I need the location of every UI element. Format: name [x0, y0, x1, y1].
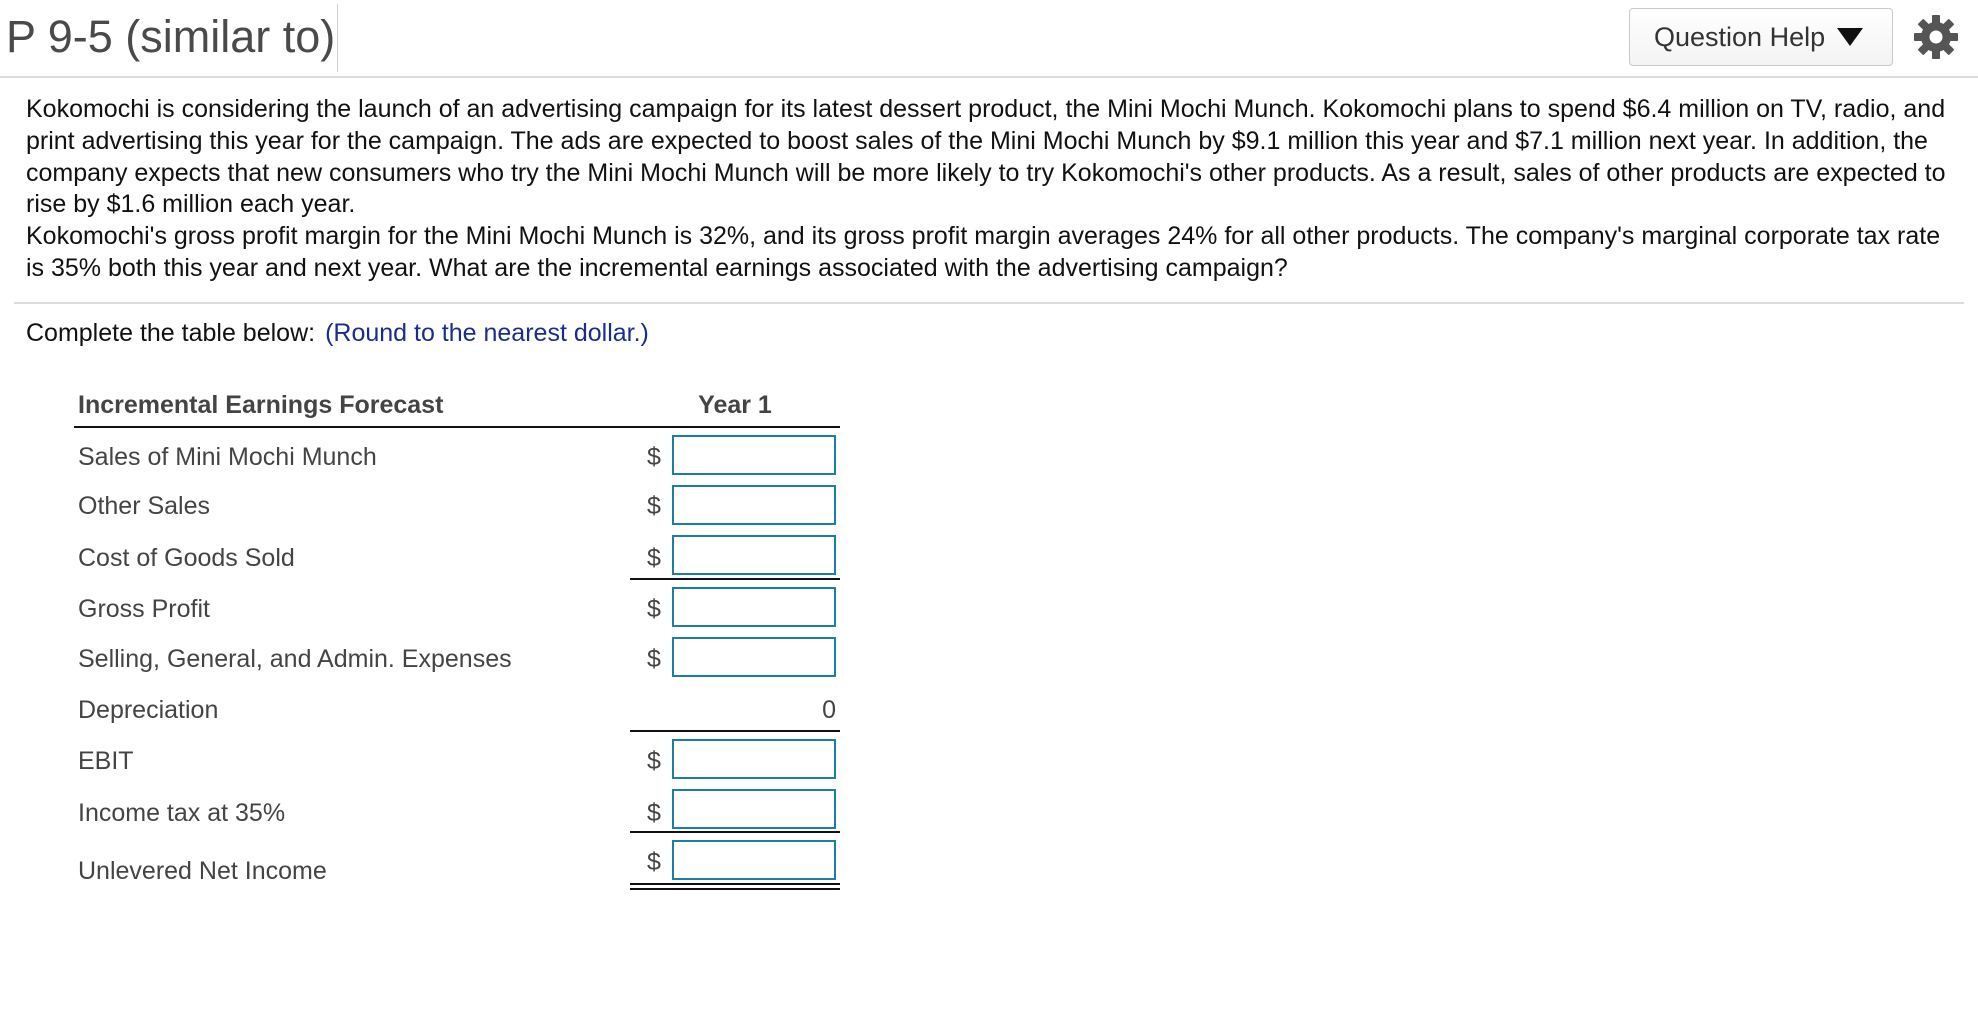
dollar-sign: $: [647, 848, 661, 876]
section-divider: [14, 302, 1964, 304]
input-gross-profit[interactable]: [672, 587, 836, 627]
subtotal-rule: [630, 578, 840, 580]
depreciation-value: 0: [822, 696, 836, 724]
row-label-ebit: EBIT: [78, 747, 134, 775]
question-title: P 9-5 (similar to): [6, 11, 336, 62]
title-divider: [337, 4, 338, 72]
table-header-year: Year 1: [698, 391, 772, 419]
problem-paragraph-1: Kokomochi is considering the launch of an advertising campaign for its latest dessert product, the Mini Mochi Munch. Kokomochi plans to spend $6.4 million on TV, radio, and print advertising this year for the campaign. The ads are expected to boost sales of the Mini Mochi Munch by $9.1 million this year and $7.1 million next year. In addition, the company expects that new consumers who try the Mini Mochi Munch will be more likely to try Kokomochi's other products. As a result, sales of other products are expected to rise by $1.6 million each year.: [26, 95, 1946, 219]
row-label-gross-profit: Gross Profit: [78, 595, 210, 623]
dollar-sign: $: [647, 645, 661, 673]
row-label-sga-expenses: Selling, General, and Admin. Expenses: [78, 645, 512, 673]
dollar-sign: $: [647, 595, 661, 623]
input-unlevered-net-income[interactable]: [672, 840, 836, 880]
subtotal-rule: [630, 730, 840, 732]
total-double-rule-bottom: [630, 888, 840, 890]
dollar-sign: $: [647, 747, 661, 775]
input-other-sales[interactable]: [672, 485, 836, 525]
problem-paragraph-2: Kokomochi's gross profit margin for the Mini Mochi Munch is 32%, and its gross profit margin averages 24% for all other products. The company's marginal corporate tax rate is 35% both this year and next year. What are the incremental earnings associated with the advertising campaign?: [26, 222, 1941, 282]
input-cost-of-goods-sold[interactable]: [672, 535, 836, 575]
table-header-rule: [74, 426, 840, 428]
input-income-tax[interactable]: [672, 789, 836, 829]
dollar-sign: $: [647, 544, 661, 572]
row-label-other-sales: Other Sales: [78, 492, 211, 520]
row-label-depreciation: Depreciation: [78, 696, 219, 724]
dollar-sign: $: [647, 799, 661, 827]
question-header: [0, 0, 1978, 78]
dollar-sign: $: [647, 443, 661, 471]
row-label-cost-of-goods-sold: Cost of Goods Sold: [78, 544, 295, 572]
rounding-hint: (Round to the nearest dollar.): [325, 319, 649, 347]
input-sales-mini-mochi-munch[interactable]: [672, 435, 836, 475]
row-label-income-tax: Income tax at 35%: [78, 799, 286, 827]
table-header-label: Incremental Earnings Forecast: [78, 391, 444, 419]
dollar-sign: $: [647, 492, 661, 520]
row-label-sales-mini-mochi-munch: Sales of Mini Mochi Munch: [78, 443, 377, 471]
dropdown-triangle-icon: [1837, 28, 1863, 46]
subtotal-rule: [630, 831, 840, 833]
gear-icon[interactable]: [1913, 14, 1959, 60]
question-help-button[interactable]: [1629, 8, 1893, 66]
row-label-unlevered-net-income: Unlevered Net Income: [78, 857, 327, 885]
problem-statement: [26, 94, 1956, 285]
instructions: [26, 317, 649, 349]
input-ebit[interactable]: [672, 739, 836, 779]
question-help-label: Question Help: [1654, 21, 1826, 52]
input-sga-expenses[interactable]: [672, 637, 836, 677]
total-double-rule-top: [630, 883, 840, 885]
instructions-text: Complete the table below:: [26, 319, 316, 347]
